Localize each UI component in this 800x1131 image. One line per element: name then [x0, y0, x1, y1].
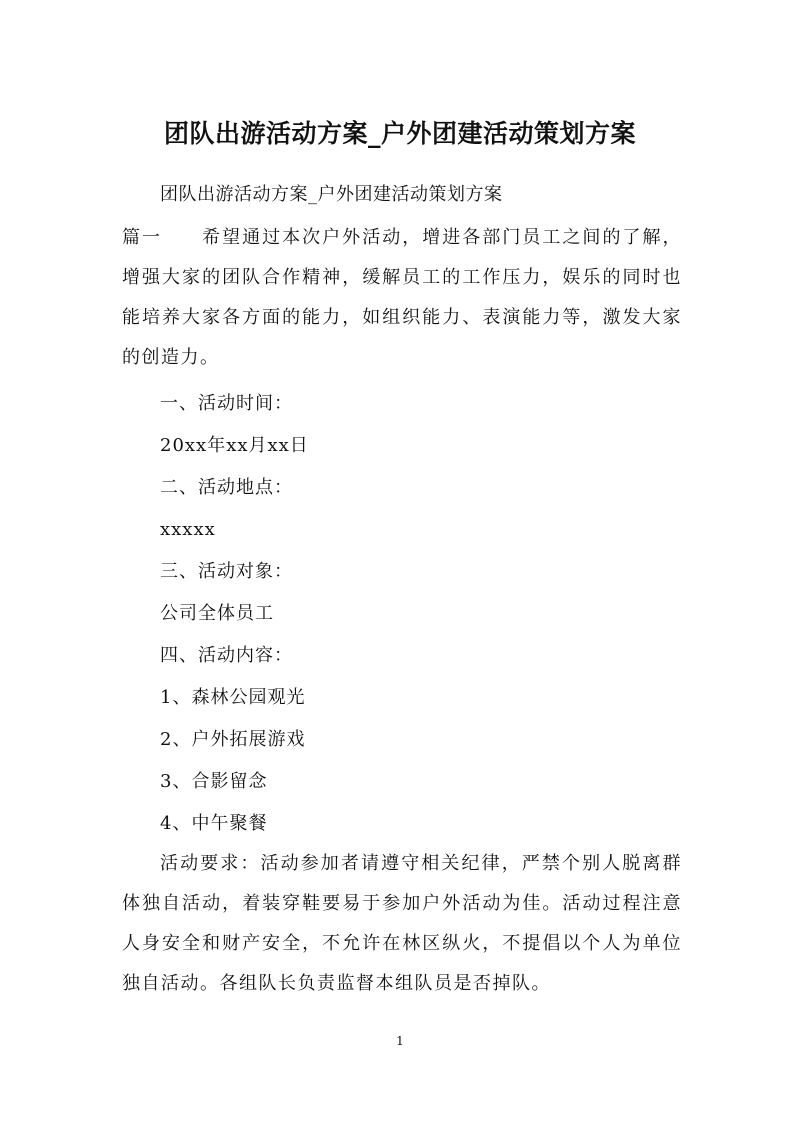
intro-paragraph: [122, 218, 682, 378]
content-item: 2、户外拓展游戏: [160, 729, 306, 750]
content-item: 4、中午聚餐: [160, 813, 268, 834]
intro-text: 希望通过本次户外活动，增进各部门员工之间的了解，增强大家的团队合作精神，缓解员工的工作压力，娱乐的同时也能培养大家各方面的能力，如组织能力、表演能力等，激发大家的创造力。: [122, 227, 683, 368]
content-item: 1、森林公园观光: [160, 687, 306, 708]
audience-value: 公司全体员工: [160, 603, 274, 624]
audience-heading: 三、活动对象：: [160, 561, 293, 582]
page-number: 1: [396, 1034, 404, 1048]
requirements-paragraph: 活动要求：活动参加者请遵守相关纪律，严禁个别人脱离群体独自活动，着装穿鞋要易于参加户外活动为佳。活动过程注意人身安全和财产安全，不允许在林区纵火，不提倡以个人为单位独自活动。各组队长负责监督本组队员是否掉队。: [122, 853, 682, 994]
section-label: 篇一: [122, 227, 163, 248]
content-heading: 四、活动内容：: [160, 645, 293, 666]
place-heading: 二、活动地点：: [160, 477, 293, 498]
content-item: 3、合影留念: [160, 771, 268, 792]
time-value: 20xx年xx月xx日: [160, 435, 309, 456]
document-title: 团队出游活动方案_户外团建活动策划方案: [163, 119, 636, 148]
document-subtitle: 团队出游活动方案_户外团建活动策划方案: [160, 184, 503, 205]
time-heading: 一、活动时间：: [160, 393, 293, 414]
place-value: xxxxx: [160, 519, 216, 540]
